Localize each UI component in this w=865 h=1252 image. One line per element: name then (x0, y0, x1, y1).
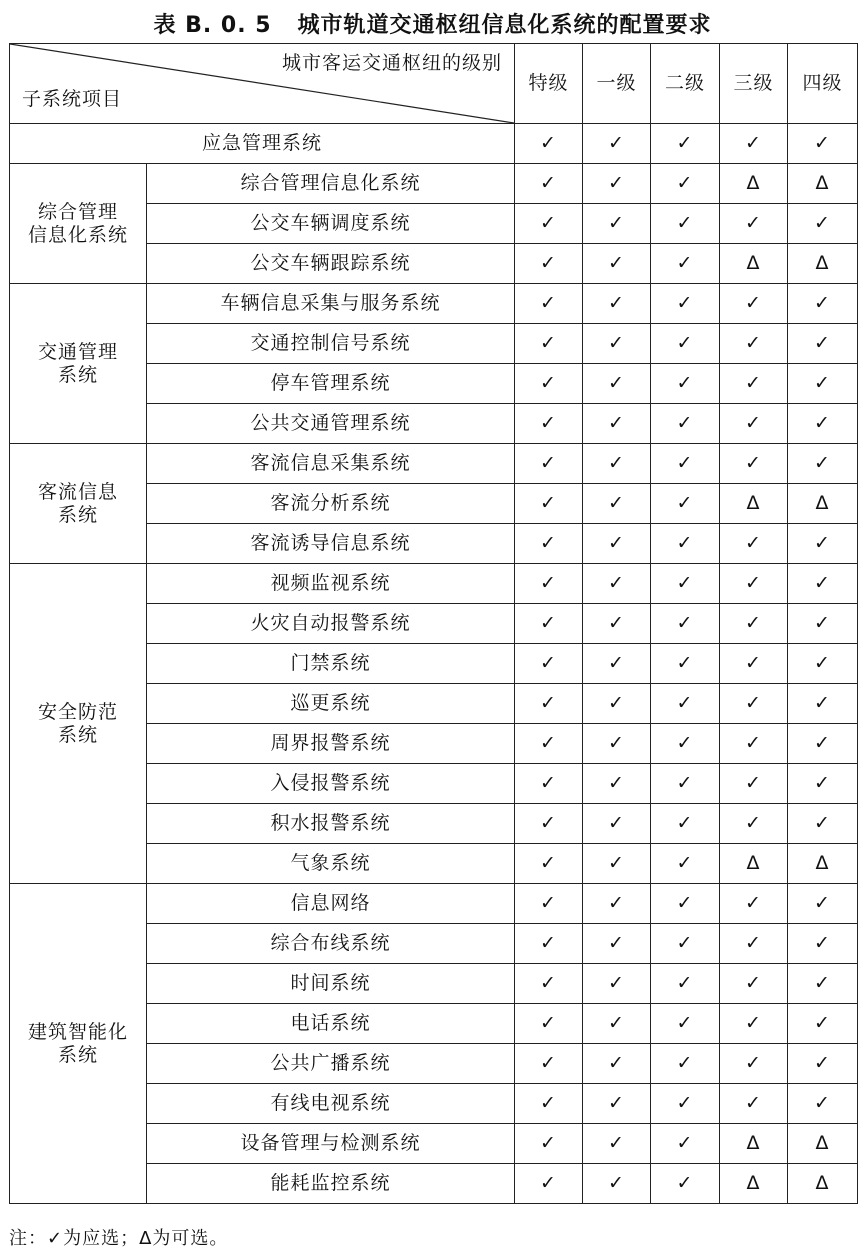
config-mark-cell: ✓ (583, 404, 651, 444)
config-mark-cell: ✓ (651, 324, 720, 364)
subsystem-name: 有线电视系统 (147, 1084, 515, 1124)
config-mark-cell: ✓ (583, 724, 651, 764)
config-mark-cell: ✓ (515, 684, 583, 724)
config-mark-cell: ✓ (720, 964, 788, 1004)
config-mark-cell: ✓ (720, 124, 788, 164)
config-mark-cell: ✓ (720, 684, 788, 724)
subsystem-name: 客流信息采集系统 (147, 444, 515, 484)
subsystem-name: 停车管理系统 (147, 364, 515, 404)
config-mark-cell: ✓ (583, 844, 651, 884)
config-mark-cell: Δ (788, 844, 858, 884)
config-mark-cell: ✓ (583, 484, 651, 524)
group-name-line: 交通管理 (37, 340, 118, 363)
config-mark-cell: ✓ (651, 1084, 720, 1124)
config-mark-cell: ✓ (515, 244, 583, 284)
config-mark-cell: ✓ (788, 444, 858, 484)
config-mark-cell: ✓ (720, 724, 788, 764)
config-mark-cell: Δ (720, 844, 788, 884)
subsystem-name: 气象系统 (147, 844, 515, 884)
subsystem-name: 能耗监控系统 (147, 1164, 515, 1204)
config-mark-cell: ✓ (720, 804, 788, 844)
subsystem-name: 综合布线系统 (147, 924, 515, 964)
config-mark-cell: ✓ (651, 284, 720, 324)
config-mark-cell: ✓ (583, 1004, 651, 1044)
config-mark-cell: ✓ (515, 284, 583, 324)
config-mark-cell: ✓ (651, 844, 720, 884)
config-mark-cell: ✓ (651, 1164, 720, 1204)
level-header: 一级 (583, 44, 651, 124)
config-mark-cell: ✓ (651, 524, 720, 564)
config-mark-cell: ✓ (651, 964, 720, 1004)
config-mark-cell: ✓ (515, 364, 583, 404)
subsystem-name: 巡更系统 (147, 684, 515, 724)
subsystem-name: 客流诱导信息系统 (147, 524, 515, 564)
config-mark-cell: ✓ (583, 1124, 651, 1164)
subsystem-name: 火灾自动报警系统 (147, 604, 515, 644)
config-mark-cell: ✓ (788, 964, 858, 1004)
subsystem-name: 交通控制信号系统 (147, 324, 515, 364)
config-mark-cell: ✓ (788, 1004, 858, 1044)
config-mark-cell: ✓ (788, 724, 858, 764)
config-mark-cell: ✓ (788, 1044, 858, 1084)
level-header: 特级 (515, 44, 583, 124)
header-row (10, 44, 858, 124)
subsystem-name: 公交车辆跟踪系统 (147, 244, 515, 284)
config-mark-cell: ✓ (583, 244, 651, 284)
config-mark-cell: ✓ (515, 564, 583, 604)
config-mark-cell: ✓ (720, 284, 788, 324)
subsystem-name: 时间系统 (147, 964, 515, 1004)
config-mark-cell: ✓ (515, 524, 583, 564)
config-mark-cell: ✓ (720, 324, 788, 364)
config-mark-cell: ✓ (583, 124, 651, 164)
config-mark-cell: ✓ (515, 924, 583, 964)
config-mark-cell: ✓ (788, 564, 858, 604)
config-mark-cell: ✓ (583, 804, 651, 844)
level-header: 二级 (651, 44, 720, 124)
config-mark-cell: ✓ (515, 204, 583, 244)
table-row (10, 164, 858, 204)
subsystem-name: 应急管理系统 (10, 124, 515, 164)
config-mark-cell: ✓ (788, 284, 858, 324)
level-header: 四级 (788, 44, 858, 124)
table-note: 注：✓为应选；Δ为可选。 (9, 1228, 229, 1249)
config-mark-cell: ✓ (651, 604, 720, 644)
config-mark-cell: Δ (788, 484, 858, 524)
config-mark-cell: ✓ (651, 404, 720, 444)
config-mark-cell: ✓ (515, 964, 583, 1004)
config-mark-cell: ✓ (583, 924, 651, 964)
config-mark-cell: Δ (720, 164, 788, 204)
config-mark-cell: ✓ (515, 1164, 583, 1204)
config-mark-cell: ✓ (651, 724, 720, 764)
config-mark-cell: ✓ (515, 444, 583, 484)
level-header: 三级 (720, 44, 788, 124)
config-mark-cell: ✓ (788, 364, 858, 404)
config-mark-cell: ✓ (788, 924, 858, 964)
config-mark-cell: ✓ (720, 604, 788, 644)
table-number: 表 B. 0. 5 (153, 13, 272, 38)
level-axis-label: 城市客运交通枢纽的级别 (281, 52, 502, 74)
config-mark-cell: ✓ (788, 1084, 858, 1124)
config-mark-cell: ✓ (651, 644, 720, 684)
config-mark-cell: ✓ (583, 364, 651, 404)
config-mark-cell: ✓ (515, 724, 583, 764)
subsystem-name: 公共广播系统 (147, 1044, 515, 1084)
table-row (10, 444, 858, 484)
subsystem-name: 电话系统 (147, 1004, 515, 1044)
config-mark-cell: ✓ (788, 684, 858, 724)
config-mark-cell: ✓ (788, 804, 858, 844)
table-caption: 城市轨道交通枢纽信息化系统的配置要求 (297, 13, 712, 38)
group-name-line: 客流信息 (37, 480, 118, 503)
config-mark-cell: ✓ (583, 164, 651, 204)
group-name-line: 系统 (57, 363, 98, 386)
config-mark-cell: ✓ (515, 1044, 583, 1084)
config-mark-cell: Δ (788, 164, 858, 204)
config-mark-cell: ✓ (651, 564, 720, 604)
config-mark-cell: ✓ (720, 564, 788, 604)
config-mark-cell: Δ (788, 244, 858, 284)
table-row (10, 284, 858, 324)
config-mark-cell: ✓ (515, 484, 583, 524)
config-mark-cell: ✓ (651, 684, 720, 724)
config-mark-cell: ✓ (651, 924, 720, 964)
config-mark-cell: ✓ (583, 684, 651, 724)
table-row (10, 124, 858, 164)
config-mark-cell: Δ (720, 1164, 788, 1204)
subsystem-name: 积水报警系统 (147, 804, 515, 844)
config-mark-cell: ✓ (583, 644, 651, 684)
config-mark-cell: ✓ (515, 164, 583, 204)
config-mark-cell: ✓ (720, 1084, 788, 1124)
config-mark-cell: ✓ (515, 804, 583, 844)
config-mark-cell: ✓ (583, 444, 651, 484)
config-mark-cell: ✓ (651, 804, 720, 844)
group-name (10, 564, 147, 884)
config-mark-cell: ✓ (583, 604, 651, 644)
config-mark-cell: ✓ (651, 1124, 720, 1164)
table-title (0, 8, 865, 39)
config-mark-cell: ✓ (651, 444, 720, 484)
group-name-line: 安全防范 (37, 700, 118, 723)
subsystem-name: 门禁系统 (147, 644, 515, 684)
config-mark-cell: Δ (720, 244, 788, 284)
config-mark-cell: ✓ (651, 1044, 720, 1084)
config-mark-cell: ✓ (651, 884, 720, 924)
config-mark-cell: ✓ (515, 884, 583, 924)
config-mark-cell: ✓ (788, 324, 858, 364)
diagonal-header-cell (10, 44, 515, 124)
config-mark-cell: ✓ (515, 1124, 583, 1164)
config-mark-cell: ✓ (583, 284, 651, 324)
config-mark-cell: ✓ (515, 844, 583, 884)
group-name (10, 164, 147, 284)
config-mark-cell: ✓ (788, 764, 858, 804)
subsystem-name: 信息网络 (147, 884, 515, 924)
config-mark-cell: Δ (788, 1164, 858, 1204)
group-name-line: 系统 (57, 1043, 98, 1066)
config-mark-cell: ✓ (583, 1044, 651, 1084)
config-table (9, 43, 858, 1204)
config-mark-cell: ✓ (515, 404, 583, 444)
config-mark-cell: ✓ (583, 524, 651, 564)
group-name-line: 信息化系统 (27, 223, 128, 246)
config-mark-cell: ✓ (720, 204, 788, 244)
config-mark-cell: ✓ (651, 164, 720, 204)
config-mark-cell: ✓ (583, 1164, 651, 1204)
config-mark-cell: ✓ (583, 1084, 651, 1124)
table-row (10, 564, 858, 604)
subsystem-name: 综合管理信息化系统 (147, 164, 515, 204)
config-mark-cell: ✓ (651, 244, 720, 284)
subsystem-name: 公共交通管理系统 (147, 404, 515, 444)
config-mark-cell: ✓ (583, 324, 651, 364)
config-mark-cell: ✓ (515, 124, 583, 164)
config-mark-cell: ✓ (583, 884, 651, 924)
group-name (10, 284, 147, 444)
subsystem-name: 客流分析系统 (147, 484, 515, 524)
config-mark-cell: ✓ (720, 884, 788, 924)
group-name-line: 系统 (57, 503, 98, 526)
config-mark-cell: ✓ (515, 764, 583, 804)
group-name-line: 综合管理 (37, 200, 118, 223)
subsystem-name: 周界报警系统 (147, 724, 515, 764)
config-mark-cell: ✓ (583, 764, 651, 804)
config-mark-cell: ✓ (720, 404, 788, 444)
config-mark-cell: ✓ (788, 644, 858, 684)
config-mark-cell: ✓ (788, 524, 858, 564)
config-mark-cell: ✓ (788, 204, 858, 244)
group-name (10, 884, 147, 1204)
config-mark-cell: ✓ (720, 644, 788, 684)
subsystem-name: 公交车辆调度系统 (147, 204, 515, 244)
config-mark-cell: ✓ (720, 364, 788, 404)
config-mark-cell: Δ (788, 1124, 858, 1164)
table-row (10, 884, 858, 924)
config-mark-cell: Δ (720, 484, 788, 524)
group-name-line: 建筑智能化 (27, 1020, 128, 1043)
group-name-line: 系统 (57, 723, 98, 746)
config-mark-cell: ✓ (651, 764, 720, 804)
subsystem-name: 入侵报警系统 (147, 764, 515, 804)
config-mark-cell: ✓ (515, 644, 583, 684)
group-name (10, 444, 147, 564)
config-mark-cell: ✓ (583, 204, 651, 244)
config-mark-cell: ✓ (788, 604, 858, 644)
subsystem-name: 设备管理与检测系统 (147, 1124, 515, 1164)
subsystem-name: 视频监视系统 (147, 564, 515, 604)
config-mark-cell: Δ (720, 1124, 788, 1164)
config-mark-cell: ✓ (651, 364, 720, 404)
config-mark-cell: ✓ (651, 204, 720, 244)
config-mark-cell: ✓ (651, 484, 720, 524)
config-mark-cell: ✓ (788, 884, 858, 924)
config-mark-cell: ✓ (788, 404, 858, 444)
config-mark-cell: ✓ (720, 524, 788, 564)
config-mark-cell: ✓ (720, 1044, 788, 1084)
config-mark-cell: ✓ (720, 444, 788, 484)
subsystem-name: 车辆信息采集与服务系统 (147, 284, 515, 324)
config-mark-cell: ✓ (720, 924, 788, 964)
config-mark-cell: ✓ (515, 1004, 583, 1044)
config-mark-cell: ✓ (515, 604, 583, 644)
config-mark-cell: ✓ (515, 324, 583, 364)
config-mark-cell: ✓ (720, 1004, 788, 1044)
config-mark-cell: ✓ (651, 1004, 720, 1044)
subsystem-axis-label: 子系统项目 (22, 88, 123, 111)
config-mark-cell: ✓ (515, 1084, 583, 1124)
config-mark-cell: ✓ (583, 564, 651, 604)
config-mark-cell: ✓ (720, 764, 788, 804)
config-mark-cell: ✓ (651, 124, 720, 164)
config-mark-cell: ✓ (788, 124, 858, 164)
config-mark-cell: ✓ (583, 964, 651, 1004)
